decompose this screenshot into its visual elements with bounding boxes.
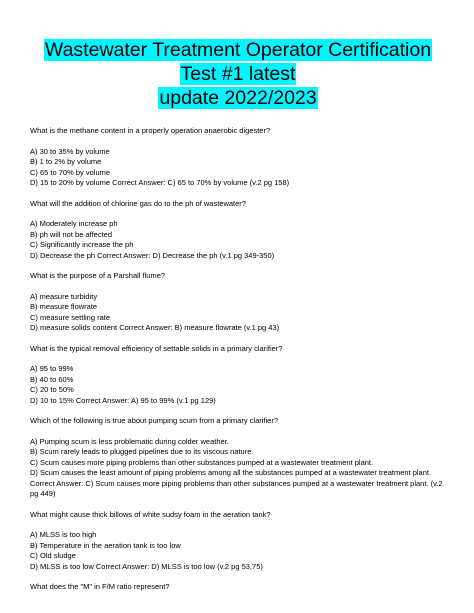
title-line-1: Wastewater Treatment Operator Certification Test #1 latest — [44, 39, 432, 85]
answer-option: A) 30 to 35% by volume — [30, 146, 110, 156]
answer-option: D) Decrease the ph Correct Answer: D) Decrease the ph (v.1 pg 349-350) — [30, 250, 275, 260]
title-line-2: update 2022/2023 — [159, 87, 317, 109]
answer-option: D) measure solids content Correct Answer: B) measure flowrate (v.1 pg 43) — [30, 323, 280, 332]
answer-option: A) Moderately increase ph — [30, 219, 118, 228]
answer-option: B) 1 to 2% by volume — [30, 157, 102, 166]
answer-option: B) 40 to 60% — [30, 374, 74, 384]
answer-option: C) 65 to 70% by volume — [30, 167, 111, 177]
question-text: What might cause thick billows of white sudsy foam in the aeration tank? — [30, 509, 271, 519]
question-block — [30, 126, 446, 189]
answer-option: D) 10 to 15% Correct Answer: A) 95 to 99% (v.1 pg 129) — [30, 395, 216, 405]
answer-option: B) ph will not be affected — [30, 229, 112, 239]
answer-option: D) Scum causes the least amount of piping problems among all the substances pumped at a wastewater treatment plant. Correct Answer: C) Scum causes more piping problems than other substances pumped at a wastewater treatment plant. (v.2 pg 449) — [30, 468, 445, 498]
question-block — [30, 199, 446, 262]
document-title — [30, 38, 446, 110]
answer-option: B) measure flowrate — [30, 302, 98, 311]
answer-option: D) 15 to 20% by volume Correct Answer: C) 65 to 70% by volume (v.2 pg 158) — [30, 178, 290, 187]
answer-option: C) measure settling rate — [30, 312, 111, 322]
answer-option: D) MLSS is too low Correct Answer: D) MLSS is too low (v.2 pg 53,75) — [30, 561, 263, 571]
question-block — [30, 344, 446, 407]
answer-option: A) 95 to 99% — [30, 364, 74, 373]
answer-option: C) Old sludge — [30, 551, 76, 560]
question-text: What is the purpose of a Parshall flume? — [30, 271, 166, 280]
answer-option: A) MLSS is too high — [30, 530, 97, 539]
answer-option: A) Pumping scum is less problematic during colder weather. — [30, 436, 229, 446]
question-block — [30, 271, 446, 334]
question-text: What is the typical removal efficiency of settable solids in a primary clarifier? — [30, 343, 283, 353]
answer-option: C) Scum causes more piping problems than other substances pumped at a wastewater treatment plant. — [30, 457, 374, 467]
answer-option: B) Temperature in the aeration tank is too low — [30, 540, 181, 550]
question-list — [30, 126, 446, 593]
answer-option: C) 20 to 50% — [30, 385, 74, 394]
question-block — [30, 510, 446, 573]
question-text: What is the methane content in a properly operation anaerobic digester? — [30, 126, 271, 135]
question-text: Which of the following is true about pumping scum from a primary clarifier? — [30, 416, 279, 425]
answer-option: B) Scum rarely leads to plugged pipelines due to its viscous nature. — [30, 447, 254, 456]
answer-option: A) measure turbidity — [30, 291, 98, 301]
answer-option: C) Significantly increase the ph — [30, 240, 134, 249]
question-text: What will the addition of chlorine gas do to the ph of wastewater? — [30, 198, 246, 208]
question-text: What does the "M" in F/M ratio represent? — [30, 582, 170, 591]
question-block — [30, 416, 446, 500]
question-block — [30, 582, 446, 593]
